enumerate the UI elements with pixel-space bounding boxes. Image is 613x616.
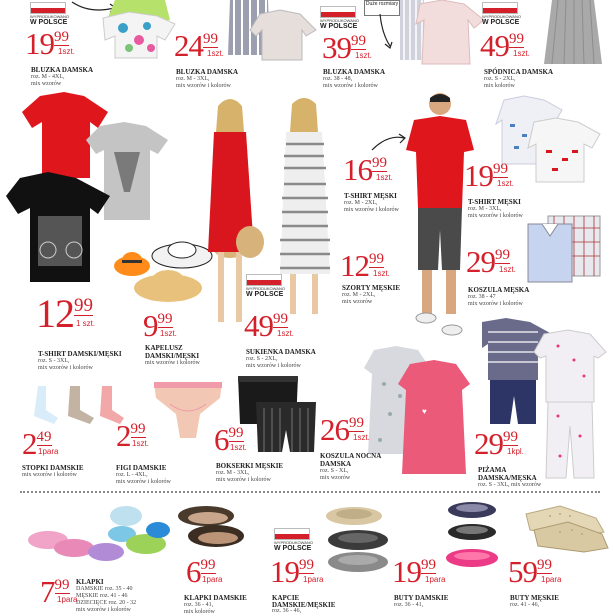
made-in-poland-badge-5 — [274, 528, 318, 550]
desc-bokserki-2: mix wzorów i kolorów — [216, 477, 271, 483]
price-tshirt-m2: 1999 1szt. — [464, 158, 514, 193]
desc-tshirt-m-2: mix wzorów i kolorów — [344, 207, 399, 213]
title-tshirt-m: T-SHIRT MĘSKI — [344, 192, 397, 200]
title-koszula: KOSZULA MĘSKA — [468, 286, 530, 294]
desc-klapki2-2: mix kolorów — [184, 609, 215, 615]
badge-bottom-text: W POLSCE — [274, 545, 312, 552]
poland-flag-icon — [482, 2, 518, 14]
badge-top-text: WYPRODUKOWANO — [482, 14, 521, 19]
title-sukienka: SUKIENKA DAMSKA — [246, 348, 316, 356]
ballet-flats-image — [174, 500, 250, 554]
title-bluzka2: BLUZKA DAMSKA — [176, 68, 239, 76]
price-buty-d: 1999 1para — [392, 554, 446, 589]
desc-stopki-1: mix wzorów i kolorów — [22, 472, 77, 478]
badge-top-text: WYPRODUKOWANO — [274, 540, 313, 545]
desc-sukienka-1: roz. S - 2XL, — [246, 356, 278, 362]
desc-koszula-2: mix wzorów i kolorów — [468, 301, 523, 307]
title-szorty: SZORTY MĘSKIE — [342, 284, 401, 292]
price-pizama: 2999 1kpl. — [474, 426, 524, 461]
desc-tshirt-m-1: roz. M - 2XL, — [344, 200, 378, 206]
slippers-image — [318, 500, 398, 576]
desc-bluzka2-1: roz. M - 3XL, — [176, 76, 210, 82]
desc-klapki-1: DAMSKIE roz. 35 - 40 — [76, 586, 133, 592]
desc-klapki-2: MĘSKIE roz. 41 - 46 — [76, 593, 128, 599]
blouse-floral-image — [95, 0, 185, 90]
desc-kapelusz-1: mix wzorów i kolorów — [145, 360, 200, 366]
price-koszula-nocna: 2699 1szt. — [320, 412, 370, 447]
price-stopki: 249 1para — [22, 426, 59, 461]
desc-bokserki-1: roz. M - 3XL, — [216, 470, 250, 476]
title-figi: FIGI DAMSKIE — [116, 464, 167, 472]
poland-flag-icon — [30, 2, 66, 14]
desc-spodnica-1: roz. S - 2XL, — [484, 76, 516, 82]
poland-flag-icon — [274, 528, 310, 540]
title-spodnica: SPÓDNICA DAMSKA — [484, 68, 554, 76]
title-kapelusz-2: DAMSKI/MĘSKI — [145, 352, 200, 360]
socks-image — [30, 382, 126, 426]
title-bluzka1: BLUZKA DAMSKA — [31, 66, 94, 74]
price-klapki: 799 1para — [40, 574, 78, 609]
price-klapki2: 699 1para — [186, 554, 223, 589]
title-kapcie: KAPCIE — [272, 594, 300, 602]
desc-buty-d-1: roz. 36 - 41, — [394, 602, 424, 608]
men-tshirts-image — [494, 94, 609, 184]
title-buty-m: BUTY MĘSKIE — [510, 594, 559, 602]
poland-flag-icon — [320, 6, 356, 18]
price-bokserki: 699 1szt. — [214, 422, 247, 457]
made-in-poland-badge-2 — [320, 6, 364, 28]
desc-szorty-2: mix wzorów — [342, 299, 373, 305]
men-shoes-image — [520, 500, 610, 556]
price-spodnica: 4999 1szt. — [480, 28, 530, 63]
title-kapcie-2: DAMSKIE/MĘSKIE — [272, 601, 336, 609]
blouse-pink-image — [398, 0, 488, 66]
desc-kapcie-1: roz. 36 - 46, — [272, 608, 302, 614]
desc-klapki-3: DZIECIĘCE roz. 20 - 32 — [76, 600, 137, 606]
title-buty-d: BUTY DAMSKIE — [394, 594, 449, 602]
title-koszula-nocna: KOSZULA NOCNA — [320, 452, 382, 460]
price-figi: 299 1szt. — [116, 418, 149, 453]
desc-tshirt-m2-2: mix wzorów i kolorów — [468, 213, 523, 219]
blouse-striped-image — [222, 0, 322, 62]
badge-top-text: WYPRODUKOWANO — [320, 18, 359, 23]
title-tshirt-m2: T-SHIRT MĘSKI — [468, 198, 521, 206]
man-tshirt-shorts-image — [396, 90, 476, 340]
desc-klapki-4: mix wzorów i kolorów — [76, 607, 131, 613]
large-sizes-note: Duże rozmiary — [364, 0, 400, 16]
desc-figi-1: roz. L - 4XL, — [116, 472, 148, 478]
made-in-poland-badge — [30, 2, 74, 24]
title-tshirt-dm: T-SHIRT DAMSKI/MĘSKI — [38, 350, 122, 358]
price-kapcie: 1999 1para — [270, 554, 324, 589]
flip-flops-image — [22, 500, 172, 576]
price-bluzka1: 1999 1szt. — [25, 26, 75, 61]
price-kapelusz: 999 1szt. — [143, 308, 177, 343]
desc-tshirt-dm-2: mix wzorów i kolorów — [38, 365, 93, 371]
title-stopki: STOPKI DAMSKIE — [22, 464, 84, 472]
desc-figi-2: mix wzorów i kolorów — [116, 479, 171, 485]
price-szorty: 1299 1szt. — [340, 248, 390, 283]
price-buty-m: 5999 1para — [508, 554, 562, 589]
desc-klapki2-1: roz. 36 - 41, — [184, 602, 214, 608]
title-bluzka3: BLUZKA DAMSKA — [323, 68, 386, 76]
desc-tshirt-m2-1: roz. M - 3XL, — [468, 206, 502, 212]
desc-koszula-1: roz. 38 - 47 — [468, 294, 496, 300]
price-bluzka2: 2499 1szt. — [174, 28, 224, 63]
desc-sukienka-2: mix wzorów i kolorów — [246, 363, 301, 369]
title-kapelusz: KAPELUSZ — [145, 344, 183, 352]
svg-text:♥: ♥ — [422, 407, 427, 416]
arrow-icon-2 — [376, 14, 396, 54]
made-in-poland-badge-3 — [482, 2, 526, 24]
price-bluzka3: 3999 1szt. — [322, 30, 372, 65]
skirt-image — [538, 0, 608, 66]
title-bokserki: BOKSERKI MĘSKIE — [216, 462, 284, 470]
badge-top-text: WYPRODUKOWANO — [246, 286, 285, 291]
title-klapki2: KLAPKI DAMSKIE — [184, 594, 247, 602]
women-shoes-image — [444, 496, 500, 576]
desc-koszula-nocna-1: roz. S - XL, — [320, 468, 349, 474]
desc-bluzka2-2: mix wzorów i kolorów — [176, 83, 231, 89]
desc-tshirt-dm-1: roz. S - 3XL, — [38, 358, 70, 364]
desc-buty-m-1: roz. 41 - 46, — [510, 602, 540, 608]
shirts-image — [524, 214, 604, 284]
poland-flag-icon — [246, 274, 282, 286]
price-tshirt-dm: 1299 1 szt. — [36, 291, 96, 336]
desc-spodnica-2: mix kolorów — [484, 83, 515, 89]
title-pizama: PIŻAMA — [478, 466, 507, 474]
desc-bluzka3-2: mix wzorów i kolorów — [323, 83, 378, 89]
badge-bottom-text: W POLSCE — [246, 291, 284, 298]
dresses-image — [200, 92, 350, 342]
desc-bluzka3-1: roz. 38 - 48, — [323, 76, 353, 82]
price-koszula: 2999 1szt. — [466, 244, 516, 279]
desc-szorty-1: roz. M - 2XL, — [342, 292, 376, 298]
title-koszula-nocna-2: DAMSKA — [320, 460, 352, 468]
price-sukienka: 4999 1szt. — [244, 308, 294, 343]
badge-bottom-text: W POLSCE — [482, 19, 520, 26]
desc-koszula-nocna-2: mix wzorów — [320, 475, 351, 481]
price-tshirt-m: 1699 1szt. — [343, 152, 393, 187]
desc-bluzka1-1: roz. M - 4XL, — [31, 74, 65, 80]
made-in-poland-badge-4 — [246, 274, 290, 296]
title-pizama-2: DAMSKA/MĘSKA — [478, 474, 537, 482]
badge-bottom-text: W POLSCE — [320, 23, 358, 30]
desc-pizama-1: roz. S - 3XL, mix wzorów — [478, 482, 542, 488]
section-divider — [20, 491, 600, 493]
badge-top-text: WYPRODUKOWANO — [30, 14, 69, 19]
desc-bluzka1-2: mix wzorów — [31, 81, 62, 87]
badge-bottom-text: W POLSCE — [30, 19, 68, 26]
title-klapki: KLAPKI — [76, 578, 104, 586]
